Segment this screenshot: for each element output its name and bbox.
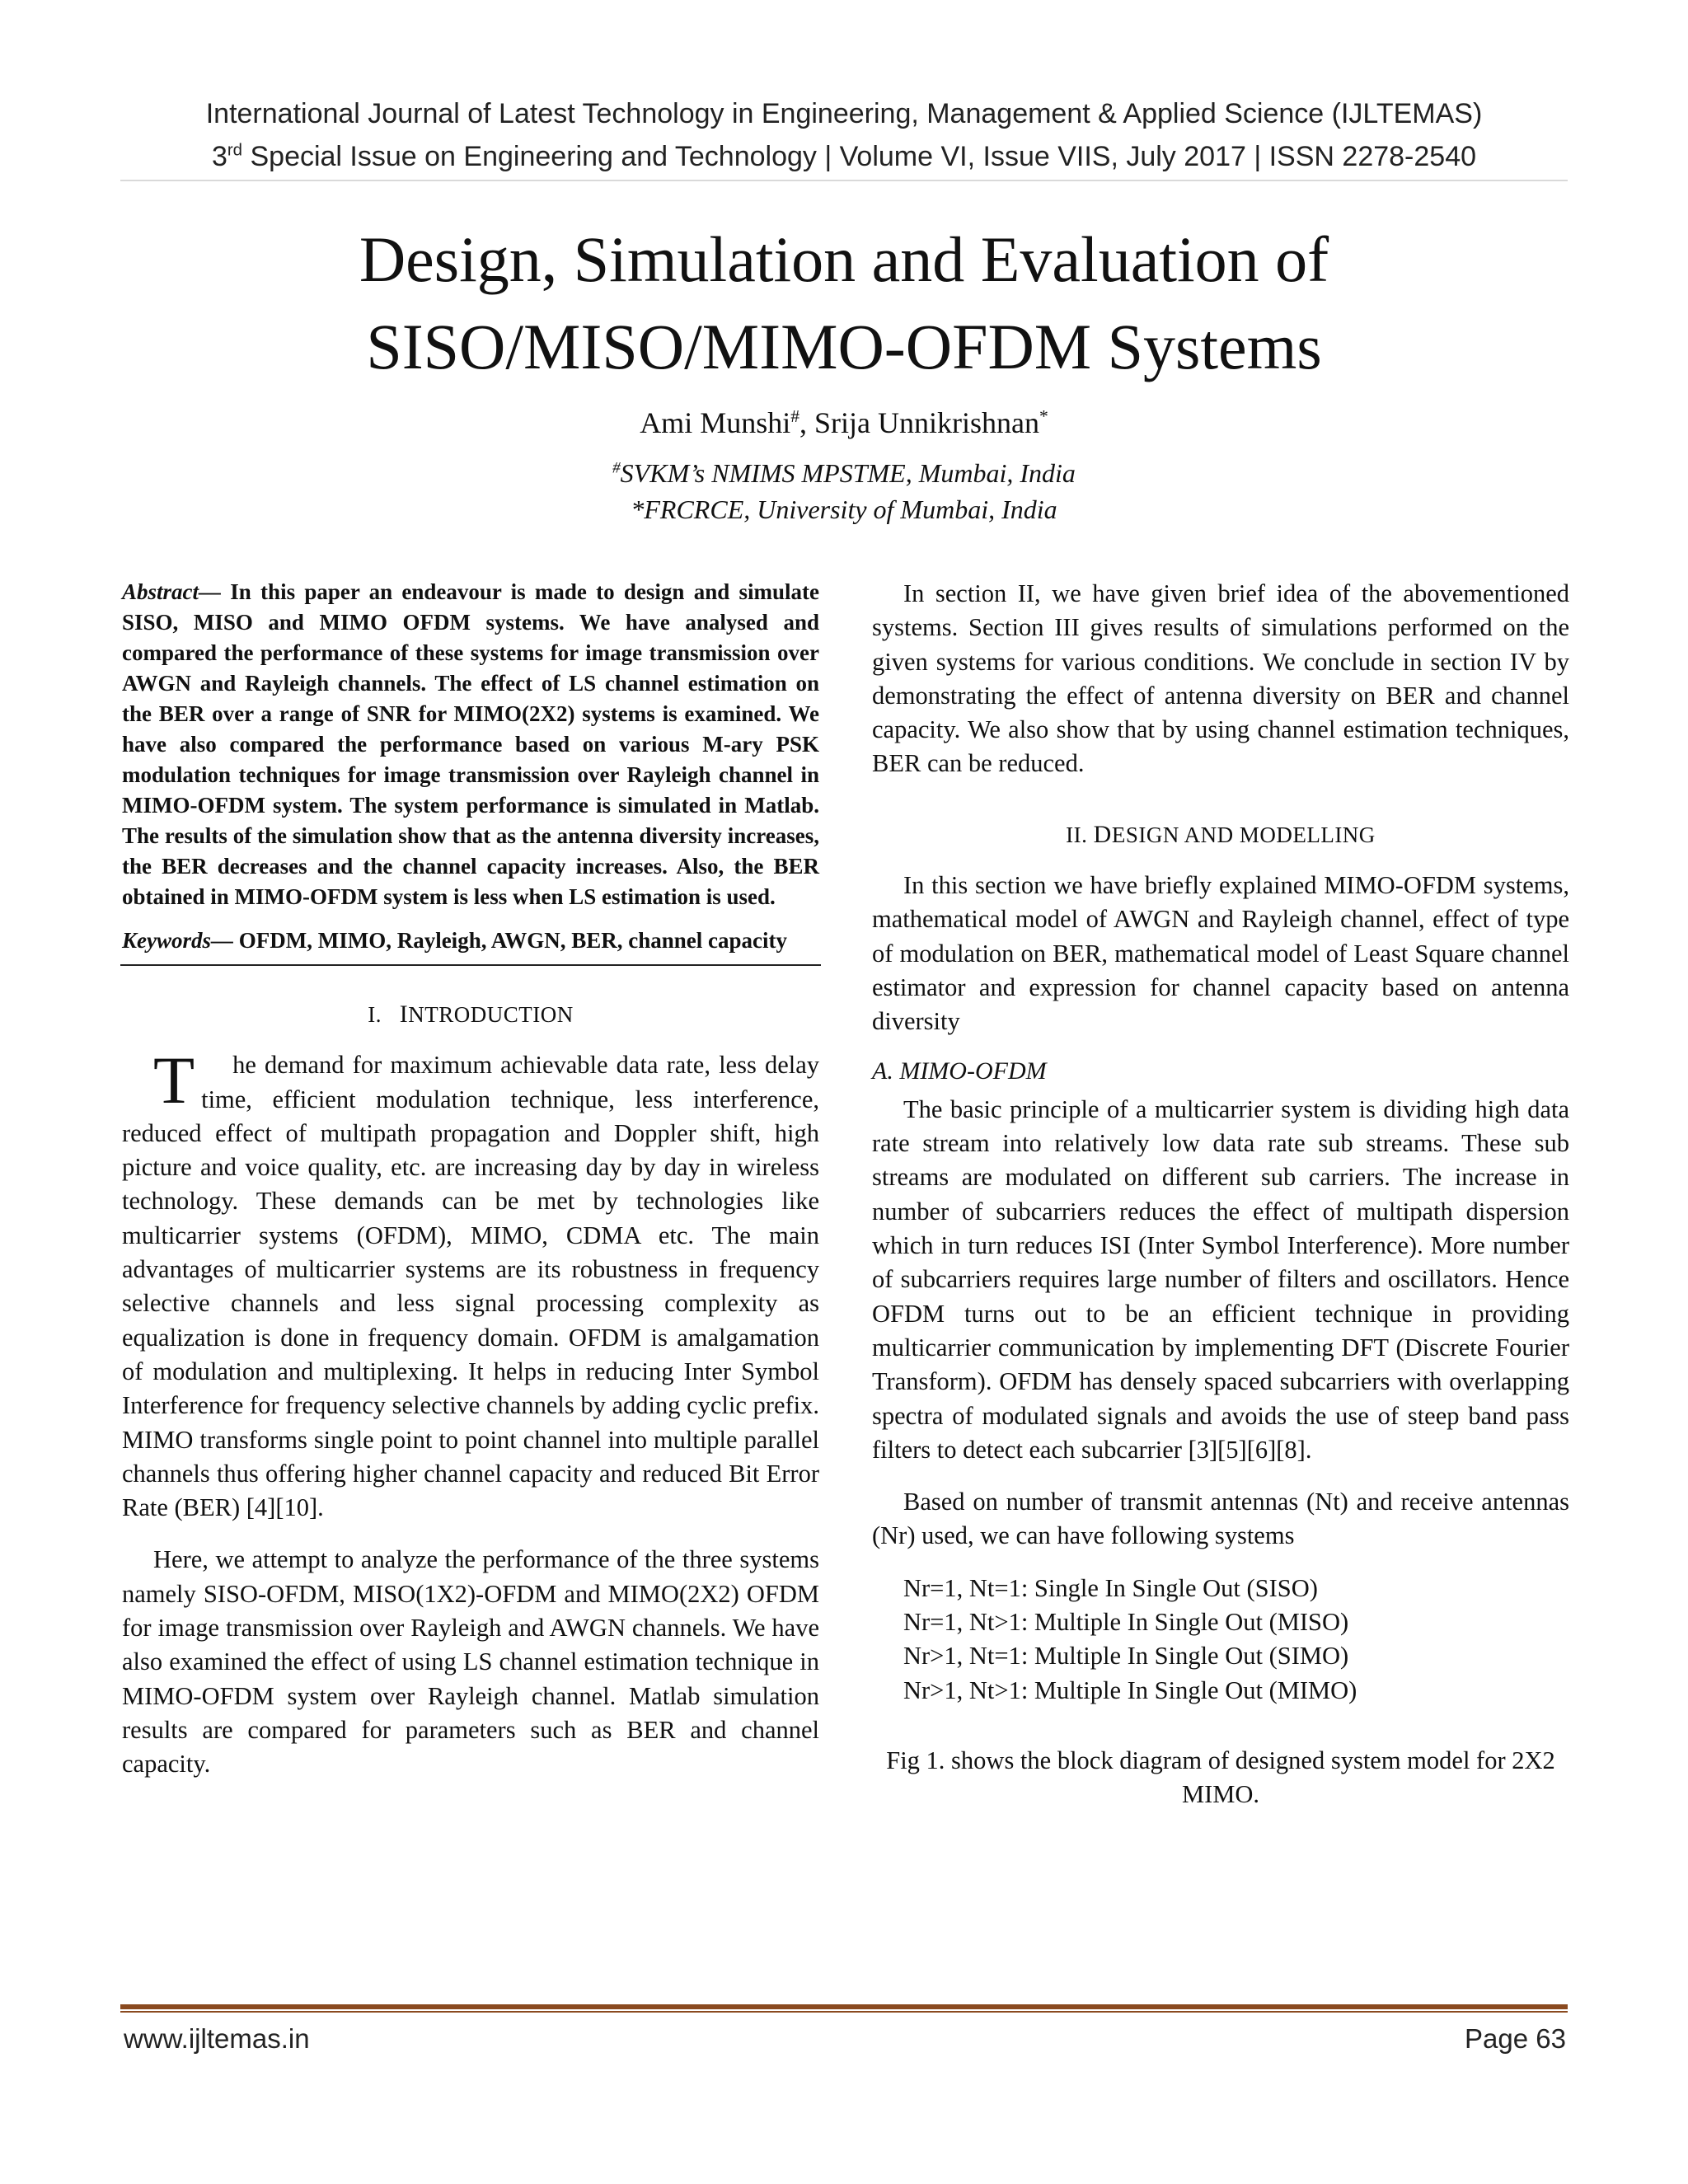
title-line-2: SISO/MISO/MIMO-OFDM Systems <box>366 311 1322 382</box>
affil-text: SVKM’s NMIMS MPSTME, Mumbai, India <box>620 458 1076 488</box>
section-heading-introduction <box>122 997 819 1032</box>
mimo-ofdm-paragraph-2: Based on number of transmit antennas (Nt) and receive antennas (Nr) used, we can have following systems <box>872 1488 1569 1550</box>
keywords <box>122 926 819 956</box>
intro-paragraph-1 <box>122 1043 819 1525</box>
abstract <box>122 577 819 912</box>
section-title-rest: ESIGN AND MODELLING <box>1111 822 1376 847</box>
issue-ordinal-suffix: rd <box>227 141 243 160</box>
author-list <box>120 404 1568 442</box>
page-number: Page 63 <box>1465 2023 1566 2054</box>
keywords-label: Keywords— <box>122 928 233 953</box>
issue-info <box>120 135 1568 178</box>
drop-cap: T <box>153 1043 195 1118</box>
abstract-text: In this paper an endeavour is made to design and simulate SISO, MISO and MIMO OFDM systems. We have analysed and compared the performance of these systems for image transmission over AWGN and Rayleigh channels. The effect of LS channel estimation on the BER over a range of SNR for MIMO(2X2) systems is examined. We have also compared the performance based on various M-ary PSK modulation techniques for image transmission over Rayleigh channel in MIMO-OFDM system. The system performance is simulated in Matlab. The results of the simulation show that as the antenna diversity increases, the BER decreases and the channel capacity increases. Also, the BER obtained in MIMO-OFDM system is less when LS estimation is used. <box>122 579 819 909</box>
affil-mark: # <box>612 459 621 477</box>
footer-divider-thin <box>120 2011 1568 2013</box>
author-affil-mark: # <box>790 406 800 426</box>
design-intro-paragraph: In this section we have briefly explained MIMO-OFDM systems, mathematical model of AWGN and Rayleigh channel, effect of type of modulation on BER, mathematical model of Least Square channel estimator and expression for channel capacity based on antenna diversity <box>872 871 1569 1036</box>
section-title-initial: D <box>1093 820 1112 848</box>
figure-reference: Fig 1. shows the block diagram of designed system model for 2X2 MIMO. <box>886 1746 1555 1809</box>
subsection-heading-mimo-ofdm: A. MIMO-OFDM <box>872 1057 1047 1085</box>
section-title-initial: I <box>399 1001 409 1028</box>
journal-header <box>120 92 1568 178</box>
keywords-divider <box>120 964 821 966</box>
list-item: Nr=1, Nt>1: Multiple In Single Out (MISO) <box>903 1608 1349 1637</box>
section-title-rest: NTRODUCTION <box>408 1002 574 1027</box>
footer-divider-thick <box>120 2004 1568 2009</box>
keywords-text: OFDM, MIMO, Rayleigh, AWGN, BER, channel capacity <box>233 928 787 953</box>
intro-paragraph-3: In section II, we have given brief idea of the abovementioned systems. Section III gives results of simulations performed on the given systems for various conditions. We conclude in section IV by demonstrating the effect of antenna diversity on BER and channel capacity. We also show that by using channel estimation techniques, BER can be reduced. <box>872 579 1569 778</box>
list-item: Nr=1, Nt=1: Single In Single Out (SISO) <box>903 1573 1318 1602</box>
section-heading-design <box>872 818 1569 852</box>
issue-details: Special Issue on Engineering and Technology | Volume VI, Issue VIIS, July 2017 | ISSN 2278-2540 <box>242 141 1477 172</box>
issue-ordinal: 3 <box>211 141 227 172</box>
title-line-1: Design, Simulation and Evaluation of <box>359 223 1329 295</box>
affiliation-1 <box>120 455 1568 491</box>
header-divider <box>120 180 1568 181</box>
intro-paragraph-2: Here, we attempt to analyze the performance of the three systems namely SISO-OFDM, MISO(1X2)-OFDM and MIMO(2X2) OFDM for image transmission over Rayleigh and AWGN channels. We have also examined the effect of using LS channel estimation technique in MIMO-OFDM system over Rayleigh channel. Matlab simulation results are compared for parameters such as BER and channel capacity. <box>122 1545 819 1779</box>
abstract-label: Abstract— <box>122 579 222 604</box>
affiliation-2 <box>120 491 1568 527</box>
section-number: II. <box>1066 822 1088 847</box>
journal-name: International Journal of Latest Technology in Engineering, Management & Applied Science (IJLTEMAS) <box>205 98 1483 129</box>
affil-text: *FRCRCE, University of Mumbai, India <box>631 494 1057 524</box>
list-item: Nr>1, Nt>1: Multiple In Single Out (MIMO) <box>903 1675 1357 1704</box>
author-name: Srija Unnikrishnan <box>814 406 1039 439</box>
list-item: Nr>1, Nt=1: Multiple In Single Out (SIMO) <box>903 1642 1349 1671</box>
author-name: Ami Munshi <box>640 406 791 439</box>
footer-url[interactable]: www.ijltemas.in <box>124 2023 310 2054</box>
system-list <box>903 1572 1569 1708</box>
right-column <box>872 577 1569 1812</box>
paragraph-text: he demand for maximum achievable data rate, less delay time, efficient modulation technique, less interference, reduced effect of multipath propagation and Doppler shift, high picture and voice quality, etc. are increasing day by day in wireless technology. These demands can be met by technologies like multicarrier systems (OFDM), MIMO, CDMA etc. The main advantages of multicarrier systems are its robustness in frequency selective channels and less signal processing complexity as equalization is done in frequency domain. OFDM is amalgamation of modulation and multiplexing. It helps in reducing Inter Symbol Interference for frequency selective channels by adding cyclic prefix. MIMO transforms single point to point channel into multiple parallel channels thus offering higher channel capacity and reduced Bit Error Rate (BER) [4][10]. <box>122 1051 819 1522</box>
author-affil-mark: * <box>1039 406 1048 426</box>
left-column <box>122 577 819 1782</box>
paper-title <box>120 216 1568 391</box>
author-separator: , <box>799 406 815 439</box>
mimo-ofdm-paragraph-1: The basic principle of a multicarrier system is dividing high data rate stream into relatively low data rate sub streams. These sub streams are modulated on different sub carriers. The increase in number of subcarriers reduces the effect of multipath dispersion which in turn reduces ISI (Inter Symbol Interference). More number of subcarriers requires large number of filters and oscillators. Hence OFDM turns out to be an efficient technique in providing multicarrier communication by implementing DFT (Discrete Fourier Transform). OFDM has densely spaced subcarriers with overlapping spectra of modulated signals and avoids the use of steep band pass filters to detect each subcarrier [3][5][6][8]. <box>872 1094 1569 1464</box>
section-number: I. <box>368 1002 382 1027</box>
